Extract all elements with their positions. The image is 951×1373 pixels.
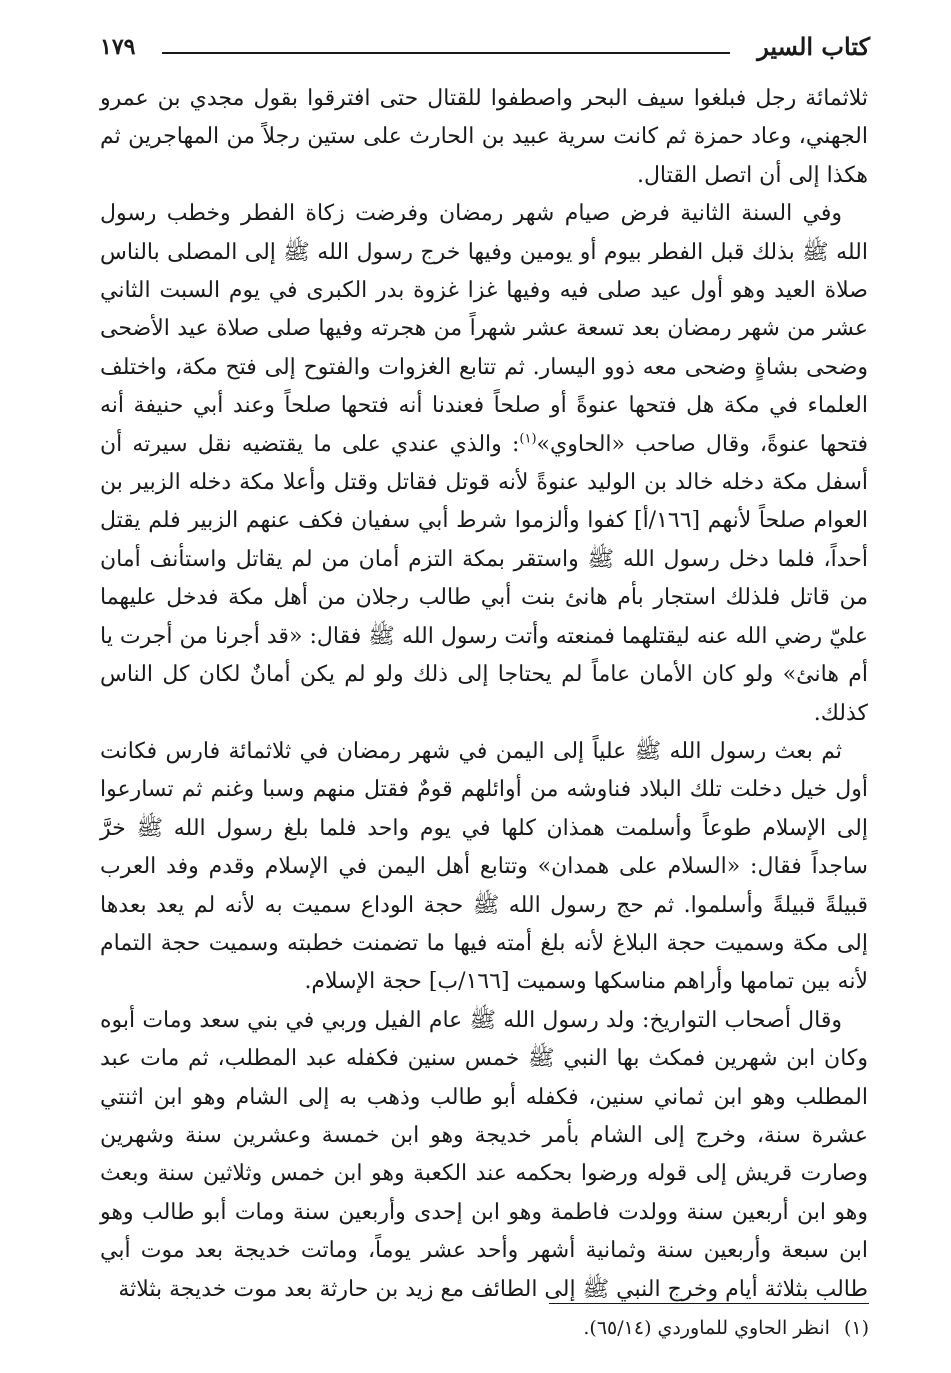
paragraph-2-text: وفي السنة الثانية فرض صيام شهر رمضان وفرضت زكاة الفطر وخطب رسول الله ﷺ بذلك قبل الفطر بيوم أو يومين وفيها خرج رسول الله ﷺ إلى المصلى بالناس صلاة العيد وهو أول عيد صلى فيه وفيها غزا غزوة بدر الكبرى في يوم السبت الثاني عشر من شهر رمضان بعد تسعة عشر شهراً من هجرته وفيها صلى صلاة عيد الأضحى وضحى بشاةٍ وضحى معه ذوو اليسار. ثم تتابع الغزوات والفتوح إلى فتح مكة، واختلف العلماء في مكة هل فتحها عنوةً أو صلحاً فعندنا أنه فتحها صلحاً وعند أبي حنيفة أنه فتحها عنوةً، وقال صاحب «الحاوي» — [100, 201, 869, 457]
footnote — [169, 1314, 869, 1342]
paragraph-4: وقال أصحاب التواريخ: ولد رسول الله ﷺ عام الفيل وربي في بني سعد ومات أبوه وكان ابن شهرين فمكث بها النبي ﷺ خمس سنين فكفله عبد المطلب، ثم مات عبد المطلب وهو ابن ثماني سنين، فكفله أبو طالب وذهب به إلى الشام وهو ابن اثنتي عشرة سنة، وخرج إلى الشام بأمر خديجة وهو ابن خمسة وعشرين سنة وشهرين وصارت قريش إلى قوله ورضوا بحكمه عند الكعبة وهو ابن خمس وثلاثين سنة وبعث وهو ابن أربعين سنة وولدت فاطمة وهو ابن إحدى وأربعين سنة ومات أبو طالب وهو ابن سبعة وأربعين سنة وثمانية أشهر وأحد عشر يوماً، وماتت خديجة بعد موت أبي طالب بثلاثة أيام وخرج النبي ﷺ إلى الطائف مع زيد بن حارثة بعد موت خديجة بثلاثة — [100, 1007, 868, 1302]
paragraph-3: ثم بعث رسول الله ﷺ علياً إلى اليمن في شهر رمضان في ثلاثمائة فارس فكانت أول خيل دخلت تلك البلاد فناوشه من أوائلهم قومٌ فقتل منهم وسبا وغنم ثم تسارعوا إلى الإسلام طوعاً وأسلمت همذان كلها في يوم واحد فلما بلغ رسول الله ﷺ خرَّ ساجداً فقال: «السلام على همدان» وتتابع أهل اليمن في الإسلام وقدم وفد العرب قبيلةً قبيلةً وأسلموا. ثم حج رسول الله ﷺ حجة الوداع سميت به لأنه لم يعد بعدها إلى مكة وسميت حجة البلاغ لأنه بلغ أمته فيها ما تضمنت خطبته وسميت حجة التمام لأنه بين تمامها وأراهم مناسكها وسميت [١٦٦/ب] حجة الإسلام. — [100, 738, 868, 995]
page-header — [100, 30, 870, 70]
paragraph-1: ثلاثمائة رجل فبلغوا سيف البحر واصطفوا للقتال حتى افترقوا بقول مجدي بن عمرو الجهني، وعاد حمزة ثم كانت سرية عبيد بن الحارث على ستين رجلاً من المهاجرين ثم هكذا إلى أن اتصل القتال. — [100, 86, 868, 188]
header-divider — [162, 52, 730, 54]
main-text — [100, 80, 868, 1309]
footnote-divider — [549, 1303, 869, 1304]
chapter-title: كتاب السير — [757, 32, 870, 61]
footnote-text: انظر الحاوي للماوردي (٦٥/١٤). — [583, 1317, 830, 1339]
footnote-marker: (١) — [843, 1317, 869, 1339]
paragraph-2-continued: : والذي عندي على ما يقتضيه نقل سيرته أن أسفل مكة دخله خالد بن الوليد عنوةً لأنه قوتل فقاتل وقتل وأعلا مكة دخله الزبير بن العوام صلحاً لأنهم [١٦٦/أ] كفوا وألزموا شرط أبي سفيان فكف عنهم الزبير فلم يقتل أحداً، فلما دخل رسول الله ﷺ واستقر بمكة التزم أمان من لم يقاتل واستأنف أمان من قاتل فلذلك استجار بأم هانئ بنت أبي طالب رجلان من أهل مكة فدخل عليهما عليّ رضي الله عنه ليقتلهما فمنعته وأتت رسول الله ﷺ فقال: «قد أجرنا من أجرت يا أم هانئ» ولو كان الأمان عاماً لم يحتاجا إلى ذلك ولو لم يكن أمانٌ لكان كل الناس كذلك. — [100, 431, 868, 726]
footnote-reference: (١) — [519, 431, 537, 447]
page-number: ١٧٩ — [100, 34, 136, 60]
paragraph-2 — [100, 195, 868, 733]
